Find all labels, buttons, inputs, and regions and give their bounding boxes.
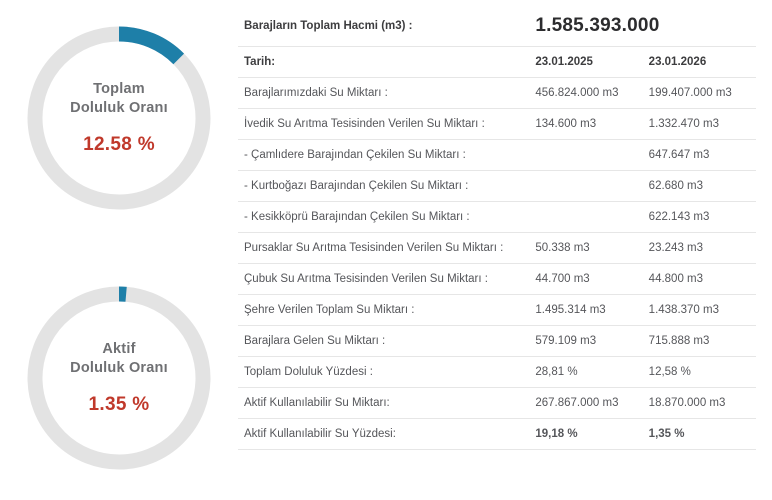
- row-value-2025: 1.495.314 m3: [529, 295, 642, 326]
- row-value-2026: 1,35 %: [643, 419, 756, 450]
- data-table-wrap: [238, 0, 772, 500]
- table-row: [238, 326, 756, 357]
- gauge-value-active: 1.35 %: [88, 394, 150, 415]
- row-value-2026: 12,58 %: [643, 357, 756, 388]
- gauge-title-total: [70, 80, 168, 118]
- gauge-aktif-doluluk-orani: [0, 280, 238, 476]
- table-row-total-volume: [238, 6, 756, 47]
- row-value-2025: 19,18 %: [529, 419, 642, 450]
- row-value-2025: 267.867.000 m3: [529, 388, 642, 419]
- water-data-table: [238, 6, 756, 450]
- table-row: [238, 202, 756, 233]
- row-value-2026: 715.888 m3: [643, 326, 756, 357]
- gauge-center-total: [21, 20, 217, 216]
- row-value-2025: 50.338 m3: [529, 233, 642, 264]
- row-label: Aktif Kullanılabilir Su Yüzdesi:: [238, 419, 529, 450]
- row-label: Pursaklar Su Arıtma Tesisinden Verilen Su Miktarı :: [238, 233, 529, 264]
- gauge-title-line1: Aktif: [102, 341, 136, 357]
- date-label: Tarih:: [238, 47, 529, 78]
- table-row: [238, 140, 756, 171]
- date-col-a: 23.01.2025: [529, 47, 642, 78]
- row-value-2025: [529, 140, 642, 171]
- row-label: İvedik Su Arıtma Tesisinden Verilen Su Miktarı :: [238, 109, 529, 140]
- gauge-title-active: [70, 340, 168, 378]
- row-value-2025: [529, 171, 642, 202]
- row-value-2025: 456.824.000 m3: [529, 78, 642, 109]
- date-col-b: 23.01.2026: [643, 47, 756, 78]
- row-value-2026: 622.143 m3: [643, 202, 756, 233]
- row-label: - Çamlıdere Barajından Çekilen Su Miktarı :: [238, 140, 529, 171]
- row-label: Barajlara Gelen Su Miktarı :: [238, 326, 529, 357]
- row-value-2026: 18.870.000 m3: [643, 388, 756, 419]
- gauge-title-line1: Toplam: [93, 81, 145, 97]
- donut-chart-active: [21, 280, 217, 476]
- total-volume-value: 1.585.393.000: [529, 6, 756, 47]
- row-label: Barajlarımızdaki Su Miktarı :: [238, 78, 529, 109]
- row-label: Aktif Kullanılabilir Su Miktarı:: [238, 388, 529, 419]
- gauge-title-line2: Doluluk Oranı: [70, 360, 168, 376]
- table-row: [238, 295, 756, 326]
- table-row: [238, 388, 756, 419]
- row-value-2025: 44.700 m3: [529, 264, 642, 295]
- row-value-2026: 62.680 m3: [643, 171, 756, 202]
- row-value-2026: 44.800 m3: [643, 264, 756, 295]
- row-value-2026: 199.407.000 m3: [643, 78, 756, 109]
- row-label: Toplam Doluluk Yüzdesi :: [238, 357, 529, 388]
- gauge-title-line2: Doluluk Oranı: [70, 100, 168, 116]
- row-label: Şehre Verilen Toplam Su Miktarı :: [238, 295, 529, 326]
- gauge-column: [0, 0, 238, 500]
- table-row: [238, 357, 756, 388]
- table-row: [238, 419, 756, 450]
- table-row: [238, 109, 756, 140]
- row-value-2025: 28,81 %: [529, 357, 642, 388]
- row-label: - Kesikköprü Barajından Çekilen Su Miktarı :: [238, 202, 529, 233]
- gauge-value-total: 12.58 %: [83, 134, 155, 155]
- table-row: [238, 78, 756, 109]
- table-row: [238, 233, 756, 264]
- row-value-2025: [529, 202, 642, 233]
- row-value-2025: 134.600 m3: [529, 109, 642, 140]
- gauge-toplam-doluluk-orani: [0, 20, 238, 216]
- row-value-2026: 23.243 m3: [643, 233, 756, 264]
- row-value-2025: 579.109 m3: [529, 326, 642, 357]
- row-value-2026: 647.647 m3: [643, 140, 756, 171]
- row-label: - Kurtboğazı Barajından Çekilen Su Miktarı :: [238, 171, 529, 202]
- table-body: [238, 6, 756, 450]
- row-value-2026: 1.438.370 m3: [643, 295, 756, 326]
- row-value-2026: 1.332.470 m3: [643, 109, 756, 140]
- donut-chart-total: [21, 20, 217, 216]
- row-label: Çubuk Su Arıtma Tesisinden Verilen Su Miktarı :: [238, 264, 529, 295]
- table-row: [238, 264, 756, 295]
- table-row-dates: [238, 47, 756, 78]
- gauge-center-active: [21, 280, 217, 476]
- table-row: [238, 171, 756, 202]
- total-volume-label: Barajların Toplam Hacmi (m3) :: [238, 6, 529, 47]
